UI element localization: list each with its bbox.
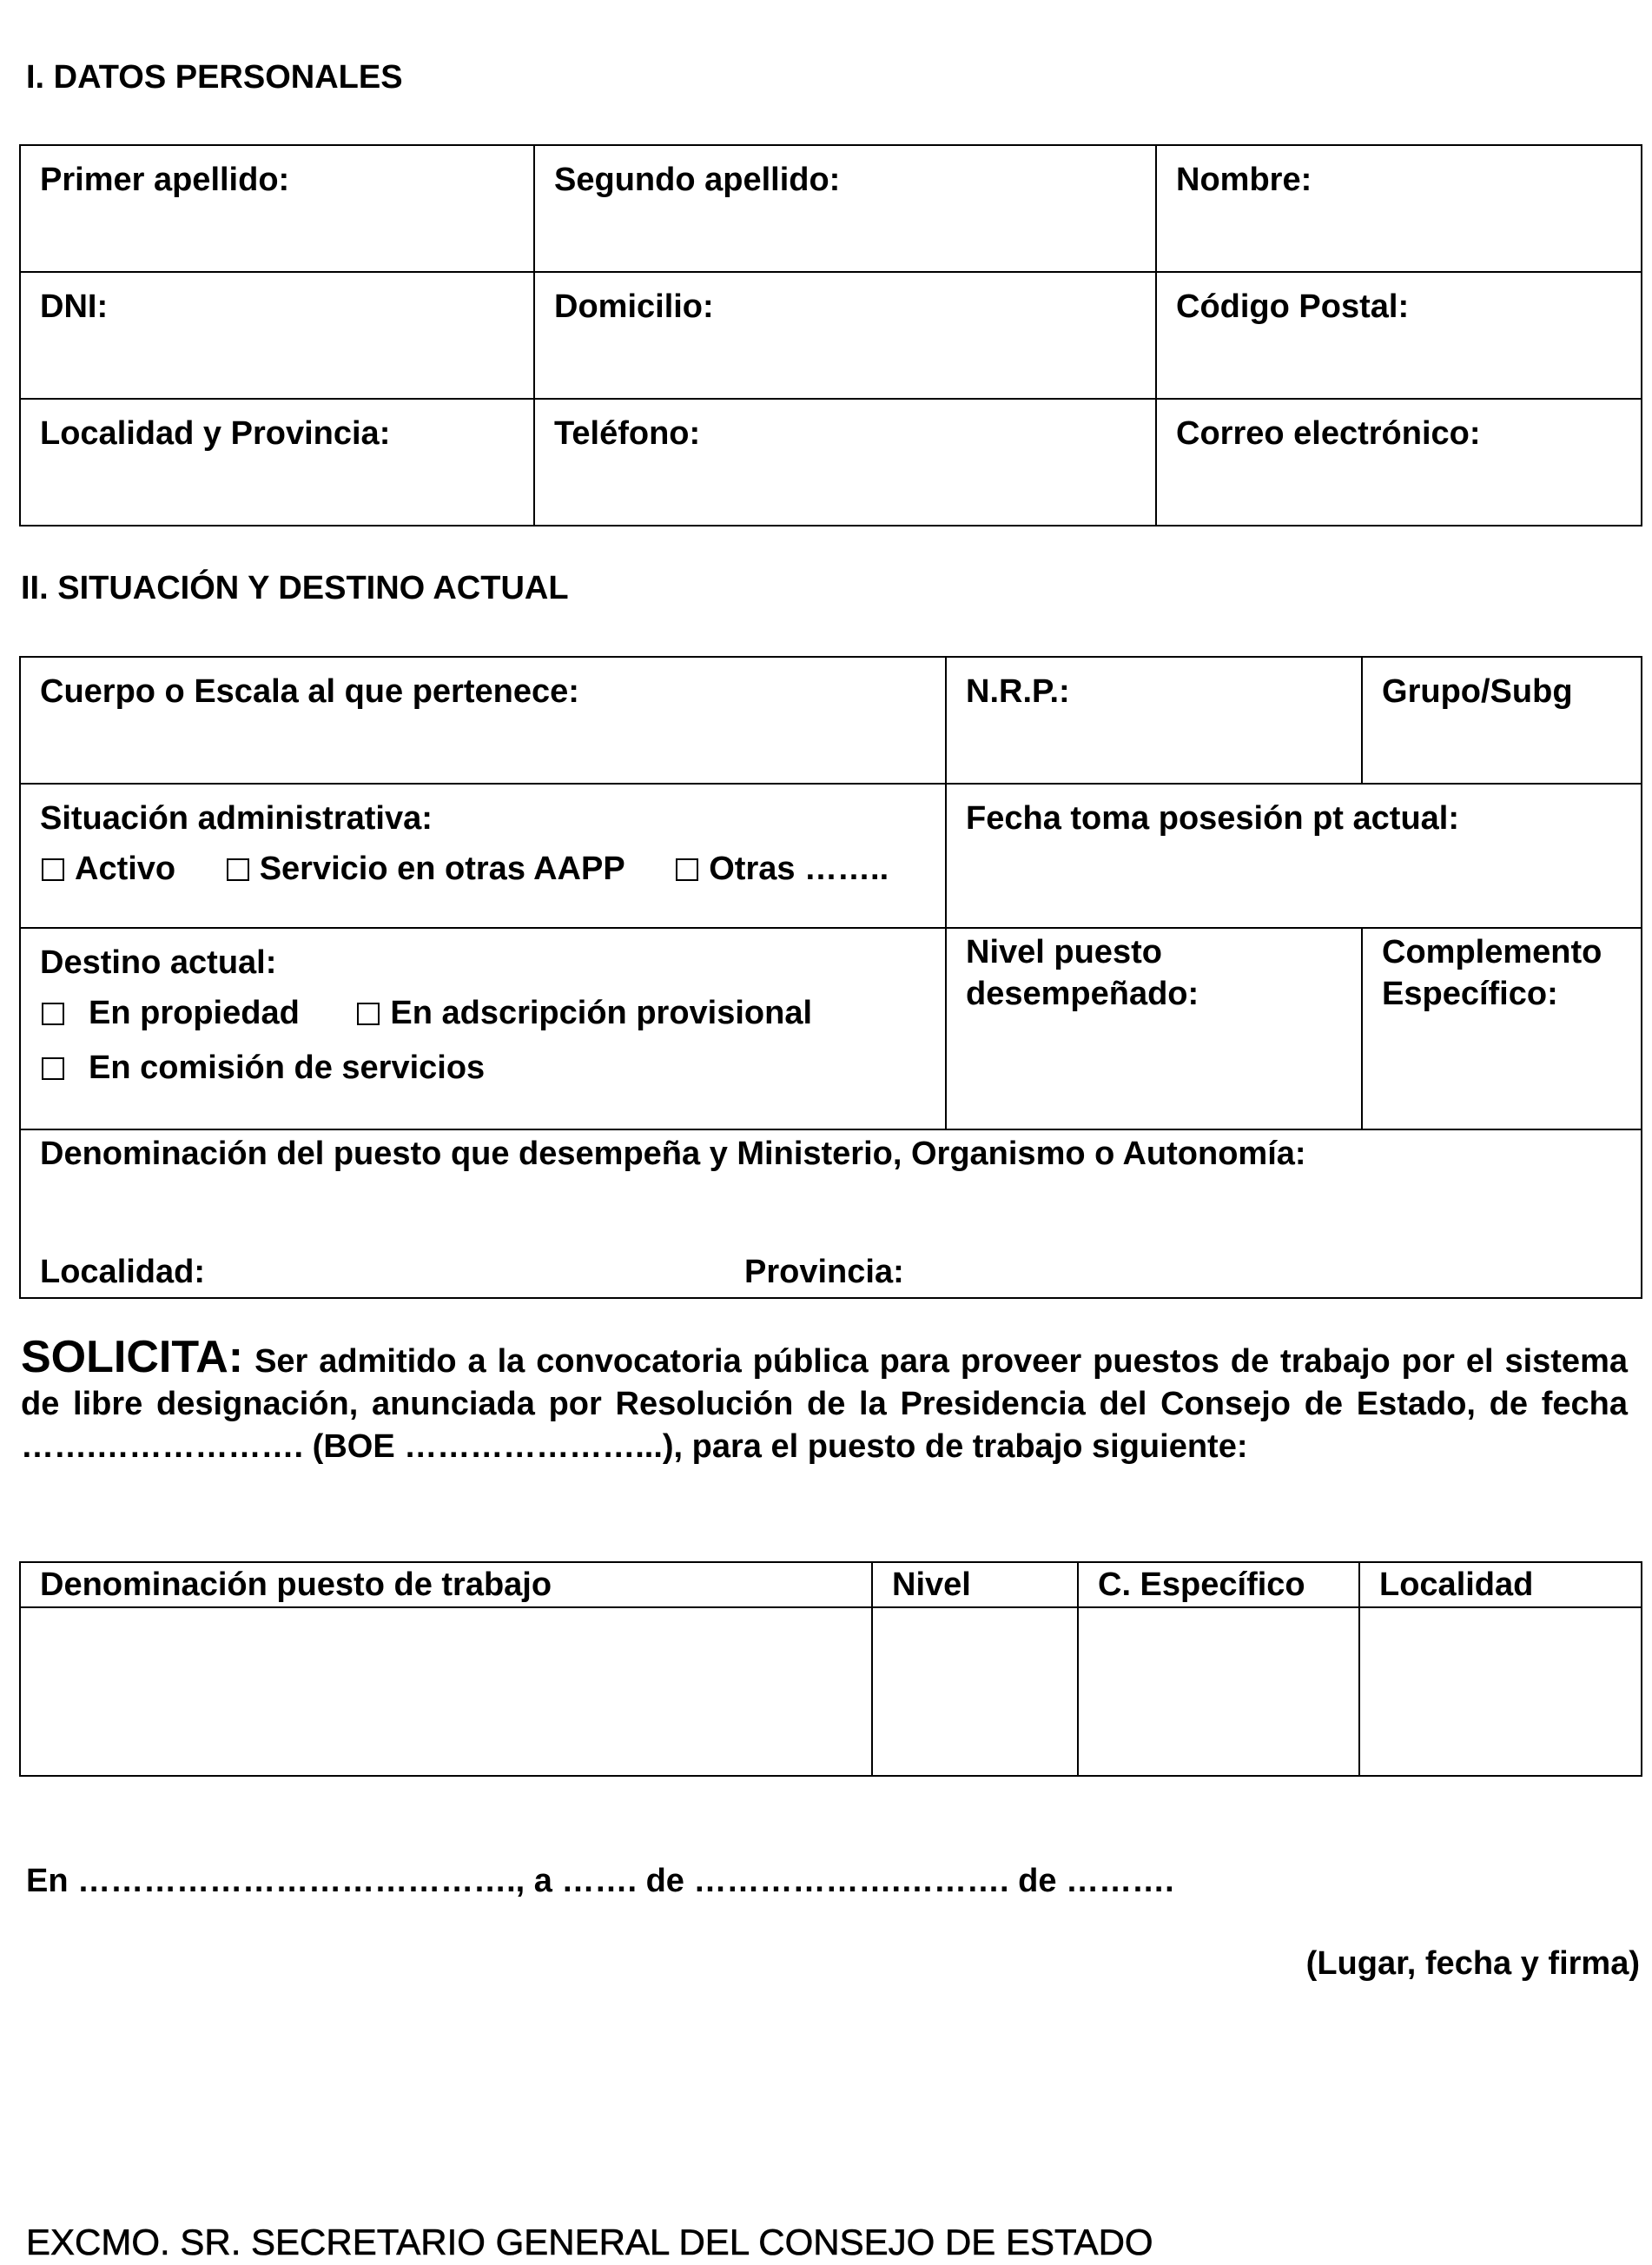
grupo-label: Grupo/Subg [1382,673,1573,710]
denominacion-label: Denominación del puesto que desempeña y Ministerio, Organismo o Autonomía: [40,1136,1306,1172]
correo-field[interactable] [1156,399,1642,526]
signature-line: En …………………………………., a ……. de ……………….………. de ………. [26,1863,1174,1899]
destino-label: Destino actual: [40,944,277,981]
fecha-toma-field[interactable] [946,784,1642,928]
dni-label: DNI: [40,288,109,325]
nombre-label: Nombre: [1176,162,1312,198]
otras-option-label: Otras …….. [709,850,889,887]
checkbox-icon [676,858,698,881]
cuerpo-field[interactable] [20,657,946,784]
segundo-apellido-field[interactable] [534,145,1156,272]
nrp-field[interactable] [946,657,1362,784]
job-cell-denominacion[interactable] [20,1607,872,1776]
nivel-label: Nivel puesto desempeñado: [966,934,1199,1012]
localidad-label: Localidad: [40,1254,206,1290]
complemento-label: Complemento Específico: [1382,934,1602,1012]
denominacion-field[interactable] [20,1129,1642,1298]
checkbox-icon [227,858,249,881]
telefono-field[interactable] [534,399,1156,526]
domicilio-label: Domicilio: [554,288,714,325]
complemento-field[interactable] [1362,928,1642,1129]
job-header-localidad: Localidad [1359,1562,1642,1607]
primer-apellido-label: Primer apellido: [40,162,290,198]
otras-checkbox[interactable] [676,851,889,887]
solicita-paragraph [21,1332,1628,1468]
comision-label: En comisión de servicios [89,1049,486,1086]
activo-checkbox[interactable] [42,851,175,887]
servicio-otras-aapp-checkbox[interactable] [227,851,625,887]
localidad-provincia-label: Localidad y Provincia: [40,415,391,452]
job-header-especifico: C. Específico [1078,1562,1359,1607]
situacion-label: Situación administrativa: [40,800,433,837]
telefono-label: Teléfono: [554,415,701,452]
primer-apellido-field[interactable] [20,145,534,272]
job-header-nivel: Nivel [872,1562,1078,1607]
solicita-text: Ser admitido a la convocatoria pública para proveer puestos de trabajo por el sistema de libre designación, anunciada por Resolución de la Presidencia del Consejo de Estado, de fecha …….………………. (BOE …………………...), para el puesto de trabajo siguiente: [21,1343,1628,1465]
domicilio-field[interactable] [534,272,1156,399]
en-propiedad-checkbox[interactable] [42,995,300,1031]
job-header-denominacion: Denominación puesto de trabajo [20,1562,872,1607]
adscripcion-label: En adscripción provisional [390,994,813,1031]
nivel-field[interactable] [946,928,1362,1129]
addressee: EXCMO. SR. SECRETARIO GENERAL DEL CONSEJO DE ESTADO [26,2222,1153,2262]
job-cell-nivel[interactable] [872,1607,1078,1776]
nombre-field[interactable] [1156,145,1642,272]
job-table [19,1561,1642,1777]
personal-data-table [19,144,1642,527]
checkbox-icon [42,1057,64,1080]
fecha-toma-label: Fecha toma posesión pt actual: [966,800,1459,837]
checkbox-icon [42,1003,64,1025]
situation-table [19,656,1642,1299]
en-propiedad-label: En propiedad [89,994,300,1031]
job-cell-especifico[interactable] [1078,1607,1359,1776]
localidad-provincia-field[interactable] [20,399,534,526]
nrp-label: N.R.P.: [966,673,1070,710]
codigo-postal-label: Código Postal: [1176,288,1410,325]
checkbox-icon [42,858,64,881]
cuerpo-label: Cuerpo o Escala al que pertenece: [40,673,579,710]
adscripcion-provisional-checkbox[interactable] [357,995,812,1031]
destino-field [20,928,946,1129]
provincia-label: Provincia: [744,1254,904,1290]
section-2-title: II. SITUACIÓN Y DESTINO ACTUAL [21,570,569,606]
situacion-field [20,784,946,928]
dni-field[interactable] [20,272,534,399]
comision-servicios-checkbox[interactable] [42,1050,485,1086]
codigo-postal-field[interactable] [1156,272,1642,399]
checkbox-icon [357,1003,380,1025]
activo-option-label: Activo [75,850,176,887]
signature-note: (Lugar, fecha y firma) [1305,1945,1640,1982]
servicio-option-label: Servicio en otras AAPP [259,850,625,887]
section-1-title: I. DATOS PERSONALES [26,59,403,96]
solicita-heading: SOLICITA: [21,1332,244,1382]
segundo-apellido-label: Segundo apellido: [554,162,841,198]
grupo-field[interactable] [1362,657,1642,784]
job-cell-localidad[interactable] [1359,1607,1642,1776]
correo-label: Correo electrónico: [1176,415,1481,452]
